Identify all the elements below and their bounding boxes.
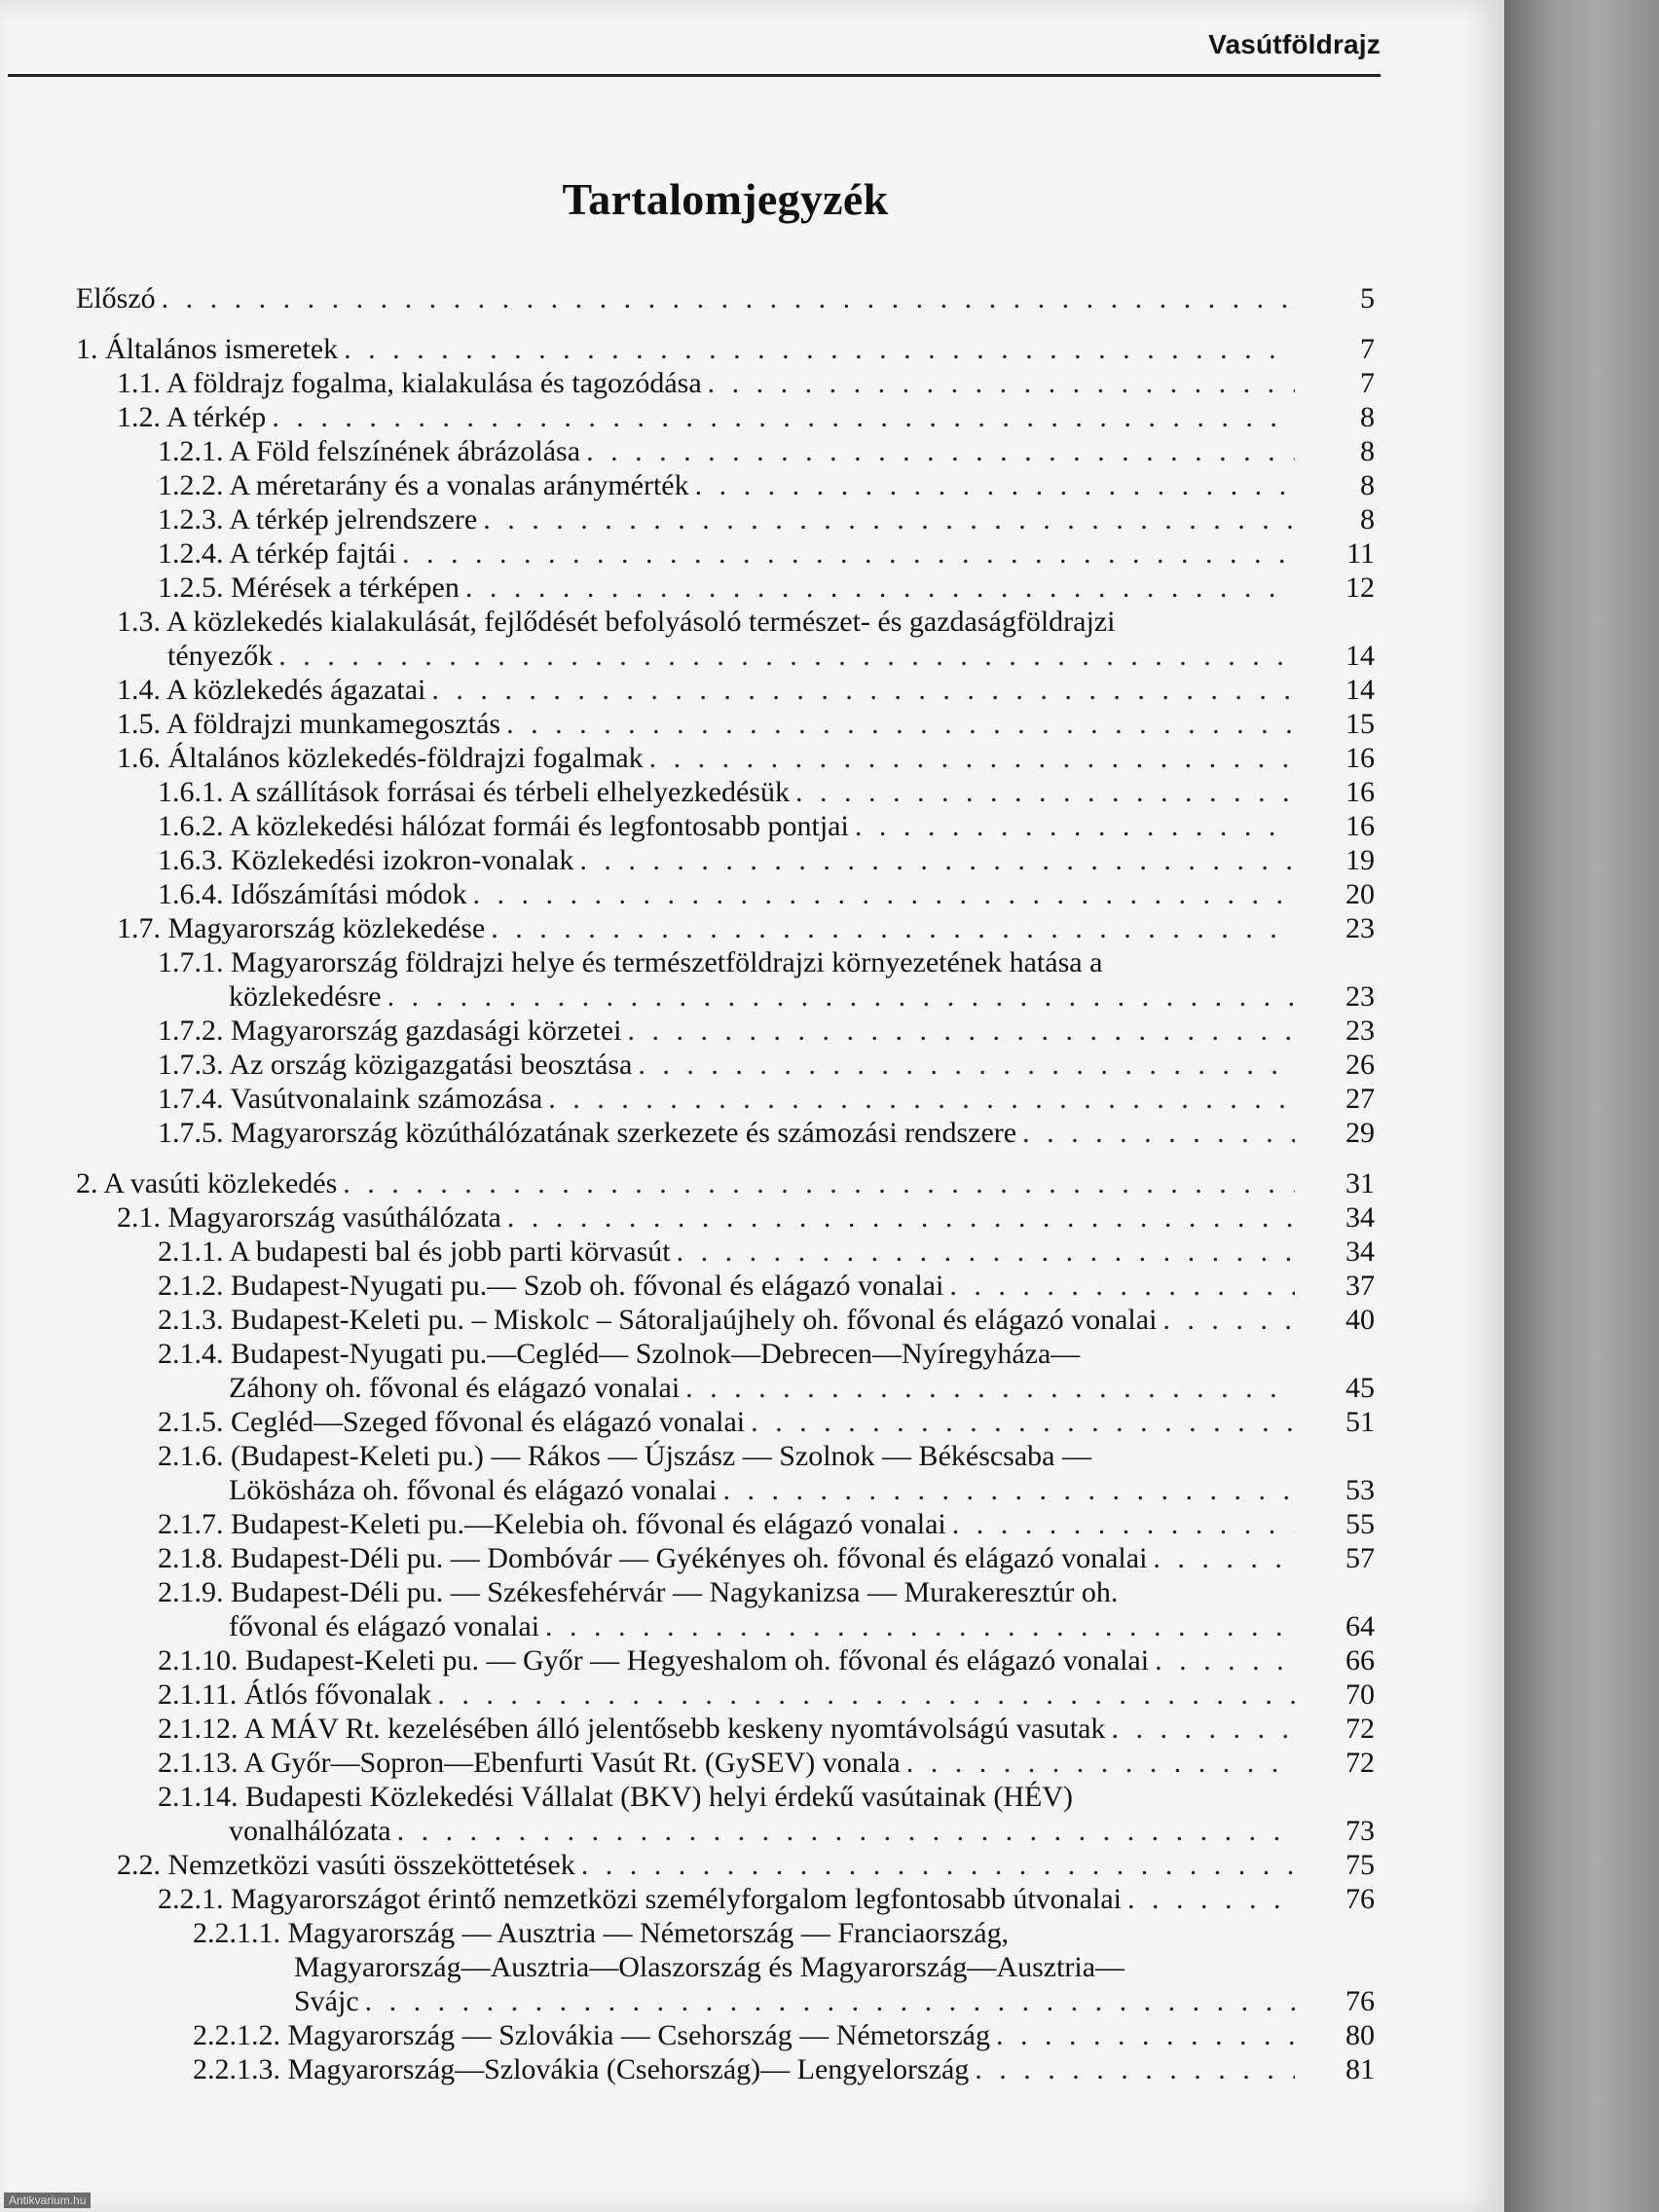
- toc-page-number: 26: [1346, 1049, 1375, 1081]
- toc-page-number: 8: [1360, 469, 1375, 501]
- toc-leader-dots: [1153, 1541, 1295, 1575]
- toc-page-number: 34: [1346, 1235, 1375, 1268]
- watermark: Antikvarium.hu: [4, 2193, 91, 2208]
- toc-entry-title: 2. A vasúti közlekedés: [76, 1167, 338, 1199]
- toc-entry-title: 2.2. Nemzetközi vasúti összeköttetések: [117, 1849, 575, 1881]
- toc-leader-dots: [472, 877, 1295, 911]
- toc-page-number: 66: [1346, 1644, 1375, 1677]
- toc-entry-title: Lökösháza oh. fővonal és elágazó vonalai: [229, 1474, 718, 1506]
- toc-leader-dots: [483, 502, 1295, 536]
- toc-entry-title: 1.5. A földrajzi munkamegosztás: [117, 708, 501, 740]
- toc-leader-dots: [1162, 1303, 1295, 1337]
- toc-page-number: 23: [1346, 912, 1375, 944]
- toc-page-number: 16: [1346, 742, 1375, 774]
- toc-page-number: 16: [1346, 776, 1375, 808]
- toc-leader-dots: [1022, 1116, 1295, 1150]
- toc-leader-dots: [677, 1235, 1295, 1269]
- toc-leader-dots: [365, 1984, 1295, 2018]
- toc-leader-dots: [649, 741, 1295, 775]
- toc-page-number: 72: [1346, 1747, 1375, 1779]
- toc-page-number: 5: [1360, 282, 1375, 314]
- toc-entry-title: 1.2.4. A térkép fajtái: [158, 537, 396, 570]
- toc-leader-dots: [996, 2018, 1295, 2052]
- toc-page-number: 72: [1346, 1713, 1375, 1745]
- toc-leader-dots: [1111, 1712, 1295, 1746]
- toc-entry-title: 2.1.3. Budapest-Keleti pu. – Miskolc – Sátoraljaújhely oh. fővonal és elágazó vonalai: [158, 1304, 1158, 1336]
- toc-entry-title: 2.1.4. Budapest-Nyugati pu.—Cegléd— Szolnok—Debrecen—Nyíregyháza—: [158, 1338, 1081, 1370]
- toc-entry-title: 2.1.8. Budapest-Déli pu. — Dombóvár — Gyékényes oh. fővonal és elágazó vonalai: [158, 1542, 1148, 1574]
- toc-leader-dots: [465, 571, 1295, 605]
- toc-entry-title: 1.7.2. Magyarország gazdasági körzetei: [158, 1014, 622, 1047]
- toc-leader-dots: [548, 1082, 1295, 1116]
- page-title: Tartalomjegyzék: [562, 174, 889, 224]
- toc-page-number: 75: [1346, 1849, 1375, 1881]
- toc-leader-dots: [545, 1609, 1295, 1643]
- toc-leader-dots: [506, 707, 1295, 741]
- toc-leader-dots: [1127, 1882, 1295, 1916]
- toc-entry-title: 2.1.11. Átlós fővonalak: [158, 1678, 432, 1711]
- page-edge-background: [1504, 0, 1659, 2212]
- toc-entry-title: 1. Általános ismeretek: [76, 333, 339, 365]
- toc-page-number: 7: [1360, 367, 1375, 399]
- toc-entry-title: Svájc: [294, 1985, 359, 2017]
- toc-leader-dots: [855, 809, 1295, 843]
- toc-leader-dots: [952, 1507, 1295, 1541]
- toc-entry-title: 1.6.2. A közlekedési hálózat formái és legfontosabb pontjai: [158, 810, 849, 842]
- toc-page-number: 23: [1346, 980, 1375, 1013]
- toc-entry-title: 1.4. A közlekedés ágazatai: [117, 674, 426, 706]
- toc-page-number: 8: [1360, 401, 1375, 433]
- toc-page-number: 20: [1346, 878, 1375, 910]
- toc-leader-dots: [751, 1405, 1295, 1439]
- toc-leader-dots: [975, 2052, 1295, 2086]
- toc-leader-dots: [581, 1848, 1295, 1882]
- toc-leader-dots: [278, 639, 1295, 673]
- toc-entry-title: fővonal és elágazó vonalai: [229, 1610, 540, 1642]
- toc-page-number: 51: [1346, 1406, 1375, 1438]
- toc-entry-title: 2.2.1.3. Magyarország—Szlovákia (Csehország)— Lengyelország: [193, 2053, 970, 2085]
- toc-entry-title: 2.1.1. A budapesti bal és jobb parti körvasút: [158, 1235, 671, 1268]
- toc-page-number: 37: [1346, 1270, 1375, 1302]
- toc-page-number: 11: [1346, 537, 1375, 570]
- toc-page-number: 29: [1346, 1117, 1375, 1149]
- toc-leader-dots: [344, 332, 1295, 366]
- toc-entry-title: 1.6. Általános közlekedés-földrajzi fogalmak: [117, 742, 644, 774]
- toc-page-number: 64: [1346, 1610, 1375, 1642]
- toc-entry-title: 2.1.7. Budapest-Keleti pu.—Kelebia oh. fővonal és elágazó vonalai: [158, 1508, 946, 1540]
- toc-leader-dots: [795, 775, 1295, 809]
- toc-leader-dots: [437, 1677, 1295, 1712]
- toc-entry-title: vonalhálózata: [229, 1815, 391, 1847]
- toc-leader-dots: [272, 400, 1295, 434]
- toc-entry-title: 1.7.4. Vasútvonalaink számozása: [158, 1083, 543, 1115]
- toc-entry-title: 1.2.5. Mérések a térképen: [158, 571, 460, 604]
- toc-entry-title: 1.6.4. Időszámítási módok: [158, 878, 467, 910]
- toc-leader-dots: [397, 1814, 1295, 1848]
- toc-entry-title: 2.1.12. A MÁV Rt. kezelésében álló jelentősebb keskeny nyomtávolságú vasutak: [158, 1713, 1106, 1745]
- toc-leader-dots: [507, 1200, 1295, 1235]
- toc-leader-dots: [1155, 1643, 1295, 1677]
- toc-entry-title: 2.1.14. Budapesti Közlekedési Vállalat (BKV) helyi érdekű vasútainak (HÉV): [158, 1781, 1074, 1813]
- toc-entry-title: 1.7. Magyarország közlekedése: [117, 912, 486, 944]
- toc-entry-title: 1.2.1. A Föld felszínének ábrázolása: [158, 435, 581, 467]
- toc-entry-title: 2.1. Magyarország vasúthálózata: [117, 1201, 501, 1234]
- toc-page-number: 8: [1360, 503, 1375, 535]
- toc-leader-dots: [695, 468, 1295, 502]
- toc-entry-title: 2.1.10. Budapest-Keleti pu. — Győr — Hegyeshalom oh. fővonal és elágazó vonalai: [158, 1644, 1150, 1677]
- toc-leader-dots: [949, 1269, 1295, 1303]
- toc-page-number: 31: [1346, 1167, 1375, 1199]
- toc-entry-title: 1.7.1. Magyarország földrajzi helye és természetföldrajzi környezetének hatása a: [158, 946, 1103, 978]
- toc-entry-title: 1.2.2. A méretarány és a vonalas aránymérték: [158, 469, 689, 501]
- toc-page-number: 53: [1346, 1474, 1375, 1506]
- toc-leader-dots: [586, 434, 1295, 468]
- toc-page-number: 14: [1346, 674, 1375, 706]
- toc-page-number: 45: [1346, 1372, 1375, 1404]
- toc-leader-dots: [162, 281, 1295, 315]
- toc-page-number: 73: [1346, 1815, 1375, 1847]
- toc-leader-dots: [579, 843, 1295, 877]
- toc-page-number: 76: [1346, 1883, 1375, 1915]
- toc-page-number: 27: [1346, 1083, 1375, 1115]
- toc-page-number: 15: [1346, 708, 1375, 740]
- toc-page-number: 19: [1346, 844, 1375, 876]
- toc-leader-dots: [638, 1048, 1295, 1082]
- toc-leader-dots: [722, 1473, 1295, 1507]
- toc-entry-title: 2.2.1.1. Magyarország — Ausztria — Németország — Franciaország,: [193, 1917, 1010, 1949]
- toc-entry-title: 1.3. A közlekedés kialakulását, fejlődését befolyásoló természet- és gazdaságföldrajzi: [117, 606, 1116, 638]
- toc-page-number: 80: [1346, 2019, 1375, 2051]
- toc-page-number: 23: [1346, 1014, 1375, 1047]
- toc-entry-title: 1.1. A földrajz fogalma, kialakulása és tagozódása: [117, 367, 702, 399]
- toc-entry-title: 2.1.13. A Győr—Sopron—Ebenfurti Vasút Rt. (GySEV) vonala: [158, 1747, 901, 1779]
- toc-page-number: 40: [1346, 1304, 1375, 1336]
- toc-leader-dots: [387, 979, 1295, 1014]
- toc-entry-title: 1.2.3. A térkép jelrendszere: [158, 503, 478, 535]
- toc-page-number: 76: [1346, 1985, 1375, 2017]
- toc-page-number: 70: [1346, 1678, 1375, 1711]
- toc-entry-title: 1.6.3. Közlekedési izokron-vonalak: [158, 844, 574, 876]
- toc-leader-dots: [402, 536, 1295, 571]
- toc-entry-title: közlekedésre: [229, 980, 382, 1013]
- toc-page-number: 57: [1346, 1542, 1375, 1574]
- toc-entry-title: 2.1.9. Budapest-Déli pu. — Székesfehérvár — Nagykanizsa — Murakeresztúr oh.: [158, 1576, 1119, 1608]
- toc-page-number: 55: [1346, 1508, 1375, 1540]
- toc-page-number: 81: [1346, 2053, 1375, 2085]
- toc-entry-title: 2.2.1. Magyarországot érintő nemzetközi személyforgalom legfontosabb útvonalai: [158, 1883, 1122, 1915]
- toc-entry-title: 2.2.1.2. Magyarország — Szlovákia — Csehország — Németország: [193, 2019, 990, 2051]
- toc-entry-title: Magyarország—Ausztria—Olaszország és Magyarország—Ausztria—: [294, 1951, 1125, 1983]
- toc-entry-title: Előszó: [76, 282, 156, 314]
- toc-page-number: 8: [1360, 435, 1375, 467]
- toc-entry-title: Záhony oh. fővonal és elágazó vonalai: [229, 1372, 681, 1404]
- toc-entry-title: 1.2. A térkép: [117, 401, 267, 433]
- toc-leader-dots: [491, 911, 1295, 945]
- toc-page-number: 12: [1346, 571, 1375, 604]
- toc-page-number: 14: [1346, 640, 1375, 672]
- toc-entry-title: 2.1.6. (Budapest-Keleti pu.) — Rákos — Újszász — Szolnok — Békéscsaba —: [158, 1440, 1091, 1472]
- toc-leader-dots: [431, 673, 1295, 707]
- running-header: Vasútföldrajz: [1208, 29, 1381, 59]
- toc-leader-dots: [685, 1371, 1295, 1405]
- toc-page-number: 16: [1346, 810, 1375, 842]
- toc-leader-dots: [343, 1166, 1295, 1200]
- toc-entry-title: 2.1.2. Budapest-Nyugati pu.— Szob oh. fővonal és elágazó vonalai: [158, 1270, 944, 1302]
- toc-leader-dots: [708, 366, 1295, 400]
- toc-page-number: 7: [1360, 333, 1375, 365]
- toc-entry-title: 1.7.3. Az ország közigazgatási beosztása: [158, 1049, 633, 1081]
- toc-page-number: 34: [1346, 1201, 1375, 1234]
- toc-leader-dots: [627, 1014, 1295, 1048]
- toc-entry-title: 1.6.1. A szállítások forrásai és térbeli elhelyezkedésük: [158, 776, 790, 808]
- toc-entry-title: tényezők: [167, 640, 274, 672]
- toc-leader-dots: [906, 1746, 1295, 1780]
- header-rule: [8, 74, 1381, 77]
- toc-entry-title: 2.1.5. Cegléd—Szeged fővonal és elágazó vonalai: [158, 1406, 746, 1438]
- toc-entry-title: 1.7.5. Magyarország közúthálózatának szerkezete és számozási rendszere: [158, 1117, 1017, 1149]
